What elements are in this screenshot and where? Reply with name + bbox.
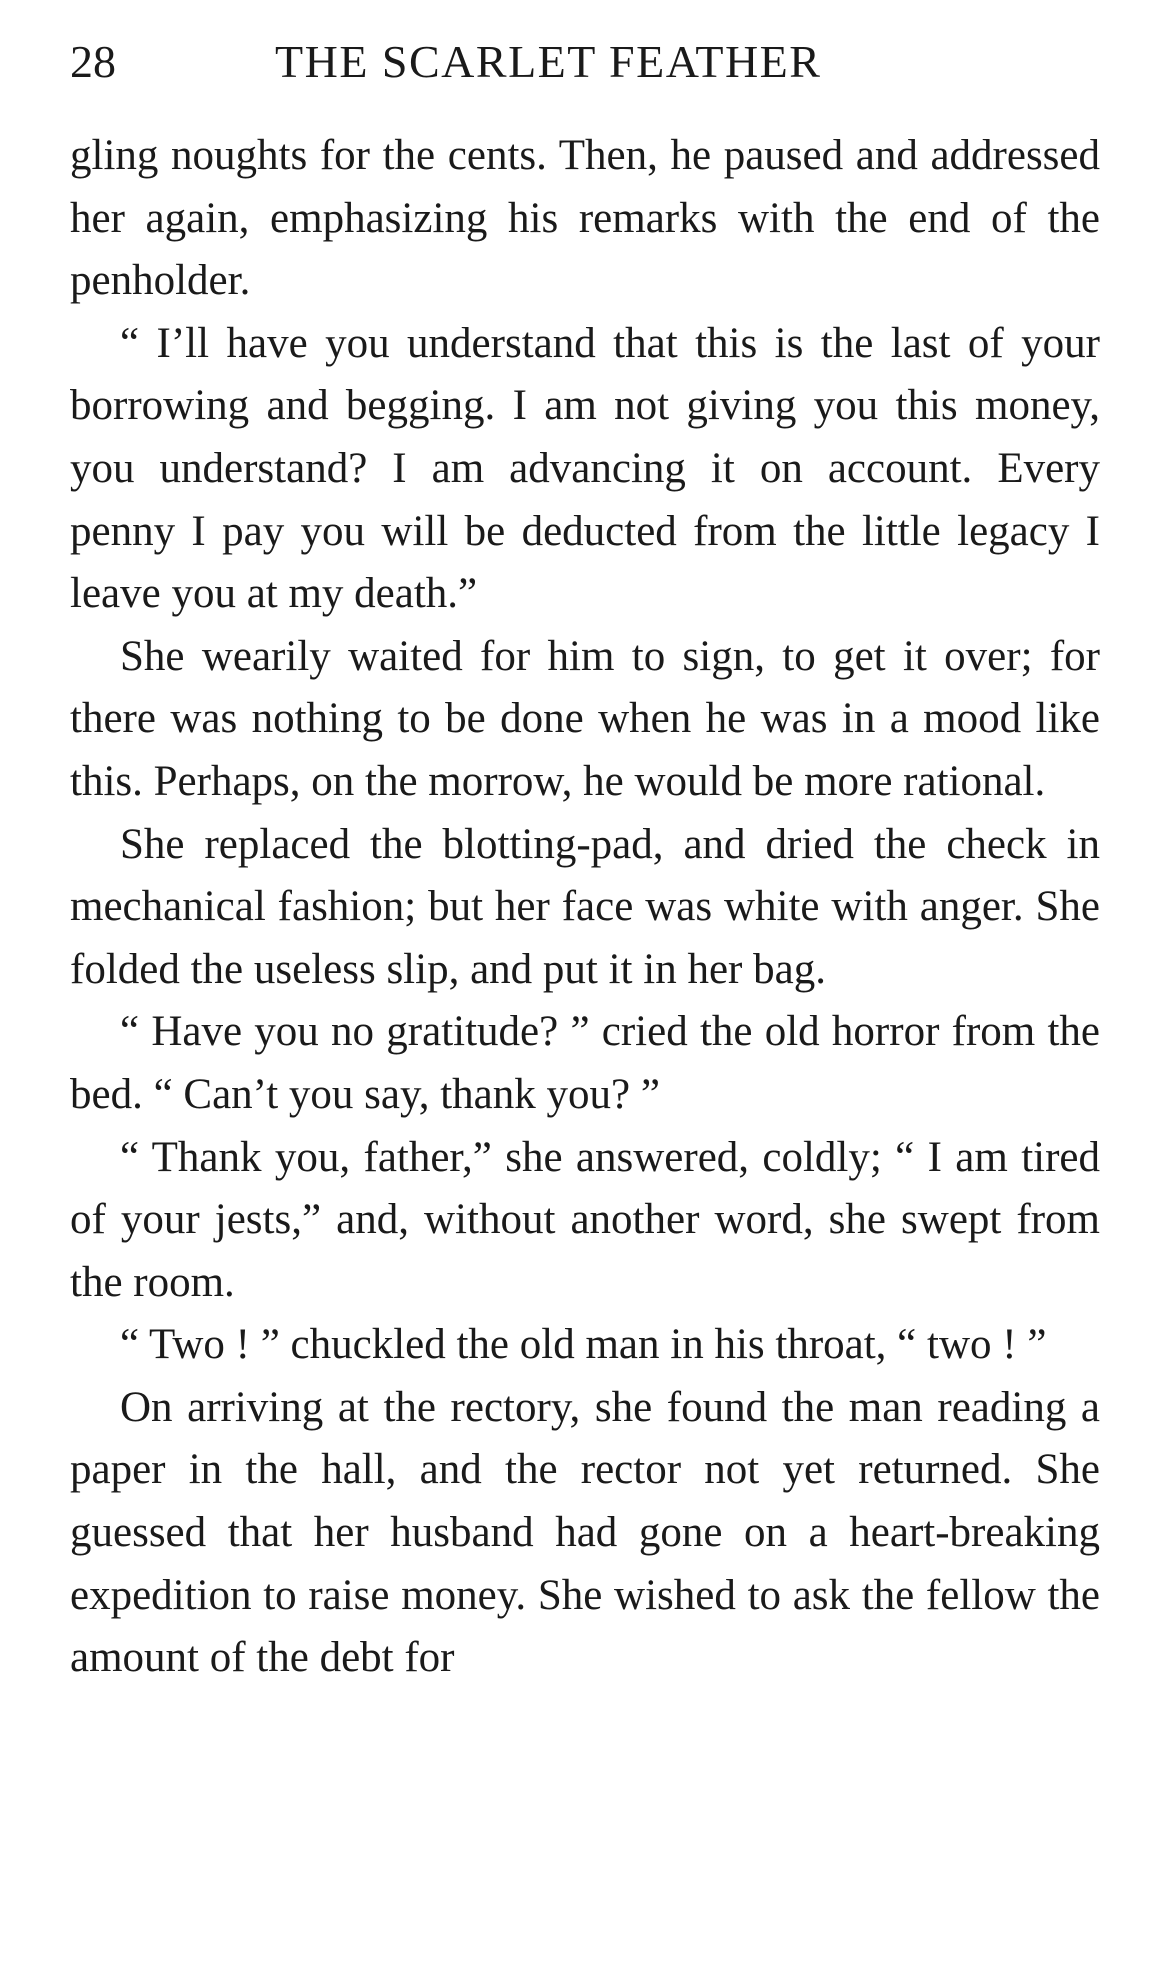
paragraph: She replaced the blotting-pad, and dried the check in mechanical fashion; but her face was white with anger. She folded the useless slip, and put it in her bag. [70,820,1100,993]
body-text [70,125,1100,1690]
paragraph: “ Two ! ” chuckled the old man in his throat, “ two ! ” [120,1321,1047,1369]
paragraph: “ I’ll have you understand that this is the last of your borrowing and begging. I am not giving you this money, you understand? I am advancing it on account. Every penny I pay you will be deducted from the little legacy I leave you at my death.” [70,319,1100,618]
paragraph: She wearily waited for him to sign, to get it over; for there was nothing to be done when he was in a mood like this. Perhaps, on the morrow, he would be more rational. [70,632,1100,805]
page-number: 28 [70,36,116,87]
running-head [70,32,1100,92]
paragraph: “ Have you no gratitude? ” cried the old horror from the bed. “ Can’t you say, thank you? ” [70,1008,1100,1118]
paragraph: “ Thank you, father,” she answered, coldly; “ I am tired of your jests,” and, without another word, she swept from the room. [70,1133,1100,1306]
book-title: THE SCARLET FEATHER [275,36,822,87]
paragraph: On arriving at the rectory, she found the man reading a paper in the hall, and the rector not yet returned. She guessed that her husband had gone on a heart-breaking expedition to raise money. She wished to ask the fellow the amount of the debt for [70,1383,1100,1682]
paragraph-continued: gling noughts for the cents. Then, he paused and addressed her again, emphasizing his remarks with the end of the penholder. [70,132,1100,305]
